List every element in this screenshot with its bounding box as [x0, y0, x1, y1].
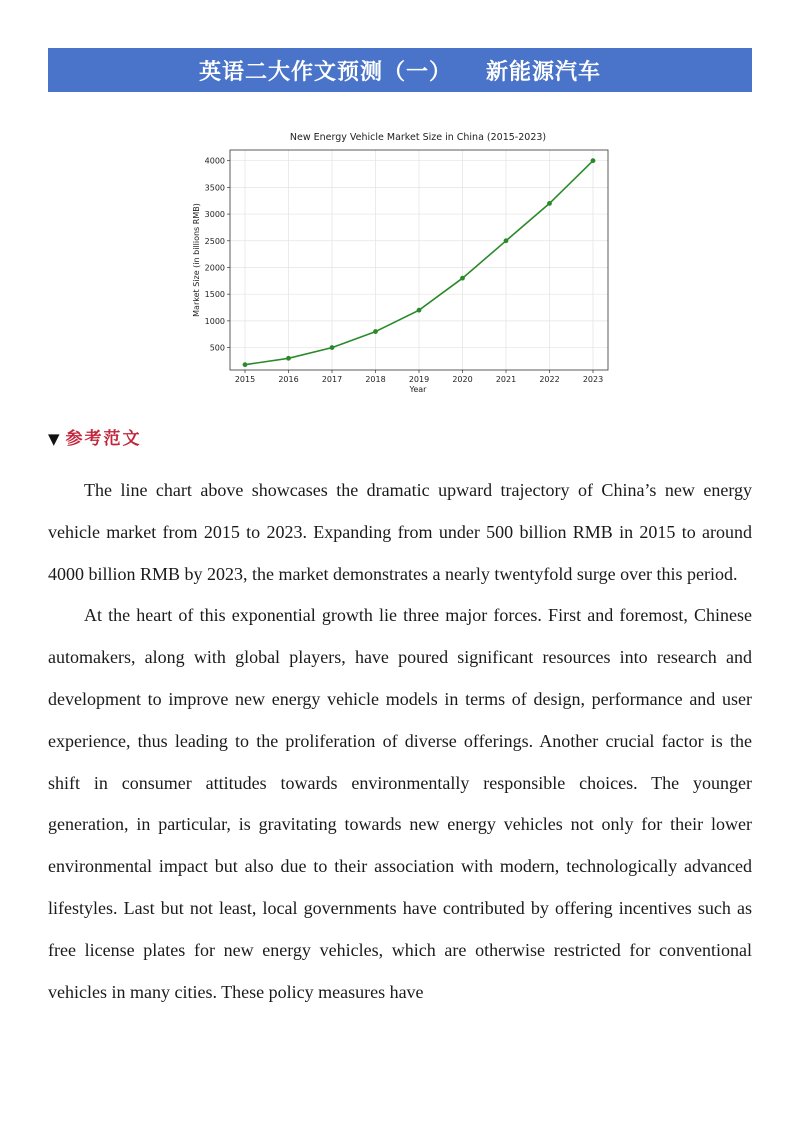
data-point-2015 [243, 362, 248, 367]
section-heading [48, 424, 142, 449]
y-tick-label: 4000 [204, 156, 225, 166]
triangle-icon: ▼ [48, 430, 62, 448]
y-axis-label: Market Size (in billions RMB) [192, 203, 201, 317]
data-point-2017 [330, 345, 335, 350]
essay-body [48, 470, 752, 1013]
y-tick-label: 1000 [204, 316, 225, 326]
x-tick-label: 2018 [365, 375, 386, 384]
data-point-2023 [591, 158, 596, 163]
x-tick-label: 2021 [495, 375, 517, 384]
y-tick-label: 3000 [204, 210, 225, 220]
y-tick-labels [205, 157, 225, 353]
chart-title: New Energy Vehicle Market Size in China (2015-2023) [289, 132, 547, 143]
x-tick-label: 2020 [452, 375, 473, 384]
x-tick-label: 2022 [539, 375, 560, 384]
x-axis-label: Year [409, 385, 427, 394]
x-tick-labels [235, 375, 603, 384]
page-title: 英语二大作文预测（一） [198, 59, 452, 85]
data-point-2016 [286, 356, 291, 361]
y-tick-label: 500 [209, 343, 225, 353]
data-point-2020 [460, 276, 465, 281]
y-tick-label: 2000 [204, 263, 225, 273]
essay-paragraph-1: The line chart above showcases the dramatic upward trajectory of China’s new energy vehicle market from 2015 to 2023. Expanding from under 500 billion RMB in 2015 to around 4000 billion RMB by 2023, the market demonstrates a nearly twentyfold surge over this period. [48, 480, 752, 584]
x-tick-label: 2023 [582, 375, 604, 384]
data-point-2019 [417, 308, 422, 313]
essay-paragraph-2: At the heart of this exponential growth lie three major forces. First and foremost, Chinese automakers, along with global players, have poured significant resources into research and development to improve new energy vehicle models in terms of design, performance and user experience, thus leading to the proliferation of diverse offerings. Another crucial factor is the shift in consumer attitudes towards environmentally responsible choices. The younger generation, in particular, is gravitating towards new energy vehicles not only for their lower environmental impact but also due to their association with modern, technologically advanced lifestyles. Last but not least, local governments have contributed by offering incentives such as free license plates for new energy vehicles, which are otherwise restricted for conventional vehicles in many cities. These policy measures have [48, 605, 752, 1002]
line-chart [186, 124, 616, 400]
y-tick-label: 3500 [204, 183, 225, 193]
page-topic: 新能源汽车 [486, 59, 602, 85]
chart-axes [227, 150, 608, 373]
y-tick-label: 2500 [204, 236, 225, 246]
x-tick-label: 2019 [408, 375, 430, 384]
section-title: 参考范文 [65, 429, 142, 449]
x-tick-label: 2016 [278, 375, 299, 384]
x-tick-label: 2015 [234, 375, 256, 384]
data-point-2022 [547, 201, 552, 206]
data-point-2018 [373, 329, 378, 334]
chart-grid [230, 150, 608, 370]
chart-svg [186, 124, 616, 400]
title-banner [48, 48, 752, 92]
data-point-2021 [504, 238, 509, 243]
y-tick-label: 1500 [204, 290, 225, 300]
x-tick-label: 2017 [321, 375, 343, 384]
